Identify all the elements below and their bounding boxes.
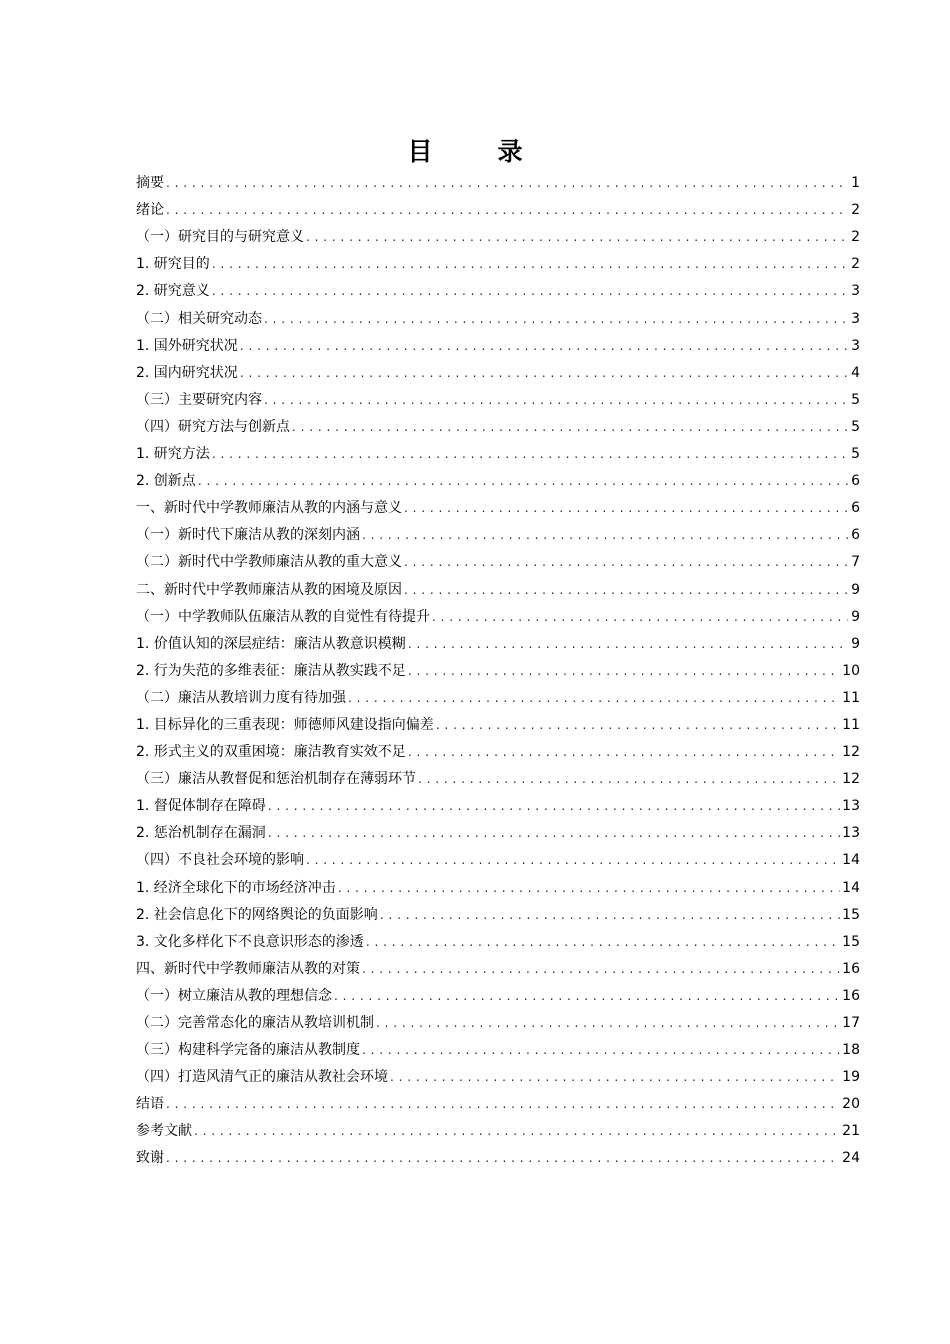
toc-leader-dots [166, 202, 848, 216]
toc-entry [136, 329, 860, 356]
toc-entry [136, 735, 860, 762]
toc-entry [136, 600, 860, 627]
toc-entry-label: 2. 社会信息化下的网络舆论的负面影响 [136, 906, 378, 923]
toc-entry-label: （三）构建科学完备的廉洁从教制度 [136, 1042, 360, 1059]
toc-page-number: 9 [851, 635, 860, 652]
toc-leader-dots [198, 473, 848, 487]
toc-leader-dots [362, 527, 848, 541]
toc-entry [136, 870, 860, 897]
toc-entry-label: 四、新时代中学教师廉洁从教的对策 [136, 960, 360, 977]
toc-page-number: 3 [851, 310, 860, 327]
toc-leader-dots [338, 880, 840, 894]
toc-leader-dots [194, 1123, 840, 1137]
toc-entry-label: 摘要 [136, 175, 164, 192]
toc-entry [136, 437, 860, 464]
toc-page-number: 13 [842, 825, 860, 842]
toc-page-number: 24 [842, 1150, 860, 1167]
toc-entry [136, 193, 860, 220]
toc-leader-dots [166, 175, 848, 189]
toc-leader-dots [268, 825, 840, 839]
toc-page-number: 12 [842, 771, 860, 788]
toc-leader-dots [348, 690, 840, 704]
toc-leader-dots [362, 1042, 840, 1056]
table-of-contents [136, 166, 860, 1168]
toc-page-number: 18 [842, 1042, 860, 1059]
toc-page-number: 5 [851, 418, 860, 435]
toc-leader-dots [380, 907, 840, 921]
toc-page-number: 1 [851, 175, 860, 192]
toc-entry [136, 979, 860, 1006]
toc-page-number: 19 [842, 1069, 860, 1086]
toc-page-number: 2 [851, 202, 860, 219]
toc-entry-label: 3. 文化多样化下不良意识形态的渗透 [136, 933, 364, 950]
toc-page-number: 15 [842, 933, 860, 950]
toc-page-number: 3 [851, 283, 860, 300]
toc-entry-label: 1. 国外研究状况 [136, 337, 238, 354]
toc-page-number: 21 [842, 1123, 860, 1140]
toc-leader-dots [268, 798, 840, 812]
toc-entry [136, 383, 860, 410]
toc-entry-label: 2. 惩治机制存在漏洞 [136, 825, 266, 842]
toc-leader-dots [212, 283, 848, 297]
toc-entry-label: （三）主要研究内容 [136, 391, 262, 408]
toc-leader-dots [212, 256, 848, 270]
toc-entry [136, 247, 860, 274]
toc-leader-dots [408, 744, 840, 758]
toc-leader-dots [264, 311, 848, 325]
toc-page-number: 2 [851, 229, 860, 246]
toc-page-number: 5 [851, 446, 860, 463]
toc-leader-dots [264, 392, 848, 406]
toc-leader-dots [212, 446, 848, 460]
toc-page-number: 7 [851, 554, 860, 571]
toc-entry-label: 2. 研究意义 [136, 283, 210, 300]
toc-entry [136, 1060, 860, 1087]
toc-leader-dots [362, 961, 840, 975]
toc-entry [136, 681, 860, 708]
toc-leader-dots [334, 988, 840, 1002]
toc-entry-label: （四）研究方法与创新点 [136, 418, 290, 435]
toc-entry [136, 491, 860, 518]
toc-page-number: 15 [842, 906, 860, 923]
toc-leader-dots [292, 419, 848, 433]
toc-entry-label: （四）不良社会环境的影响 [136, 852, 304, 869]
page-title: 目 录 [407, 137, 543, 166]
toc-entry [136, 654, 860, 681]
toc-page-number: 13 [842, 798, 860, 815]
toc-page-number: 6 [851, 527, 860, 544]
toc-entry-label: 绪论 [136, 202, 164, 219]
toc-entry-label: 1. 研究方法 [136, 446, 210, 463]
toc-entry-label: 1. 经济全球化下的市场经济冲击 [136, 879, 336, 896]
toc-entry-label: 结语 [136, 1096, 164, 1113]
toc-entry-label: （四）打造风清气正的廉洁从教社会环境 [136, 1069, 388, 1086]
toc-page-number: 6 [851, 500, 860, 517]
toc-entry-label: （三）廉洁从教督促和惩治机制存在薄弱环节 [136, 771, 416, 788]
toc-entry [136, 925, 860, 952]
toc-leader-dots [376, 1015, 840, 1029]
toc-entry-label: （一）新时代下廉洁从教的深刻内涵 [136, 527, 360, 544]
toc-entry [136, 166, 860, 193]
toc-entry-label: （一）树立廉洁从教的理想信念 [136, 987, 332, 1004]
toc-entry-label: 致谢 [136, 1150, 164, 1167]
toc-leader-dots [436, 717, 840, 731]
toc-page-number: 5 [851, 391, 860, 408]
toc-leader-dots [166, 1096, 840, 1110]
toc-entry [136, 952, 860, 979]
toc-entry-label: （二）完善常态化的廉洁从教培训机制 [136, 1015, 374, 1031]
toc-page-number: 14 [842, 852, 860, 869]
toc-page-number: 14 [842, 879, 860, 896]
toc-leader-dots [404, 500, 848, 514]
toc-entry [136, 1114, 860, 1141]
toc-leader-dots [366, 934, 840, 948]
toc-page-number: 6 [851, 473, 860, 490]
toc-leader-dots [166, 1150, 840, 1164]
toc-entry [136, 1006, 860, 1033]
toc-leader-dots [240, 338, 848, 352]
toc-entry-label: 参考文献 [136, 1123, 192, 1140]
toc-page-number: 16 [842, 987, 860, 1004]
toc-leader-dots [404, 582, 848, 596]
toc-entry [136, 220, 860, 247]
toc-page-number: 9 [851, 608, 860, 625]
toc-leader-dots [390, 1069, 840, 1083]
toc-page-number: 17 [842, 1015, 860, 1031]
toc-entry-label: 二、新时代中学教师廉洁从教的困境及原因 [136, 581, 402, 598]
toc-entry [136, 545, 860, 572]
toc-page-number: 20 [842, 1096, 860, 1113]
toc-page-number: 2 [851, 256, 860, 273]
toc-page-number: 11 [842, 716, 860, 733]
toc-entry-label: 2. 创新点 [136, 473, 196, 490]
toc-page-number: 16 [842, 960, 860, 977]
toc-entry [136, 1141, 860, 1168]
toc-leader-dots [432, 609, 848, 623]
toc-entry-label: 1. 督促体制存在障碍 [136, 798, 266, 815]
toc-entry-label: （一）中学教师队伍廉洁从教的自觉性有待提升 [136, 608, 430, 625]
toc-leader-dots [408, 636, 848, 650]
toc-entry-label: 1. 研究目的 [136, 256, 210, 273]
toc-entry [136, 1033, 860, 1060]
toc-leader-dots [240, 365, 848, 379]
toc-entry-label: 2. 形式主义的双重困境：廉洁教育实效不足 [136, 744, 406, 761]
toc-leader-dots [408, 663, 840, 677]
toc-page-number: 4 [851, 364, 860, 381]
toc-leader-dots [404, 554, 848, 568]
toc-leader-dots [306, 852, 840, 866]
toc-entry-label: 2. 行为失范的多维表征：廉洁从教实践不足 [136, 662, 406, 679]
toc-entry [136, 762, 860, 789]
toc-entry [136, 356, 860, 383]
toc-entry [136, 464, 860, 491]
toc-entry [136, 843, 860, 870]
toc-entry-label: （二）新时代中学教师廉洁从教的重大意义 [136, 554, 402, 571]
toc-entry [136, 274, 860, 301]
toc-entry-label: 1. 价值认知的深层症结：廉洁从教意识模糊 [136, 635, 406, 652]
toc-entry-label: 1. 目标异化的三重表现：师德师风建设指向偏差 [136, 716, 434, 733]
toc-entry [136, 518, 860, 545]
toc-entry-label: （一）研究目的与研究意义 [136, 229, 304, 246]
toc-entry-label: 2. 国内研究状况 [136, 364, 238, 381]
toc-leader-dots [306, 229, 848, 243]
toc-page-number: 12 [842, 744, 860, 761]
toc-entry-label: （二）相关研究动态 [136, 310, 262, 327]
toc-entry-label: 一、新时代中学教师廉洁从教的内涵与意义 [136, 500, 402, 517]
toc-leader-dots [418, 771, 840, 785]
toc-entry [136, 410, 860, 437]
toc-entry [136, 1087, 860, 1114]
toc-entry-label: （二）廉洁从教培训力度有待加强 [136, 689, 346, 706]
toc-entry [136, 627, 860, 654]
toc-page-number: 10 [842, 662, 860, 679]
toc-entry [136, 572, 860, 599]
toc-page-number: 3 [851, 337, 860, 354]
toc-entry [136, 301, 860, 328]
toc-entry [136, 789, 860, 816]
toc-entry [136, 708, 860, 735]
toc-page-number: 9 [851, 581, 860, 598]
toc-entry [136, 898, 860, 925]
toc-page-number: 11 [842, 689, 860, 706]
toc-entry [136, 816, 860, 843]
